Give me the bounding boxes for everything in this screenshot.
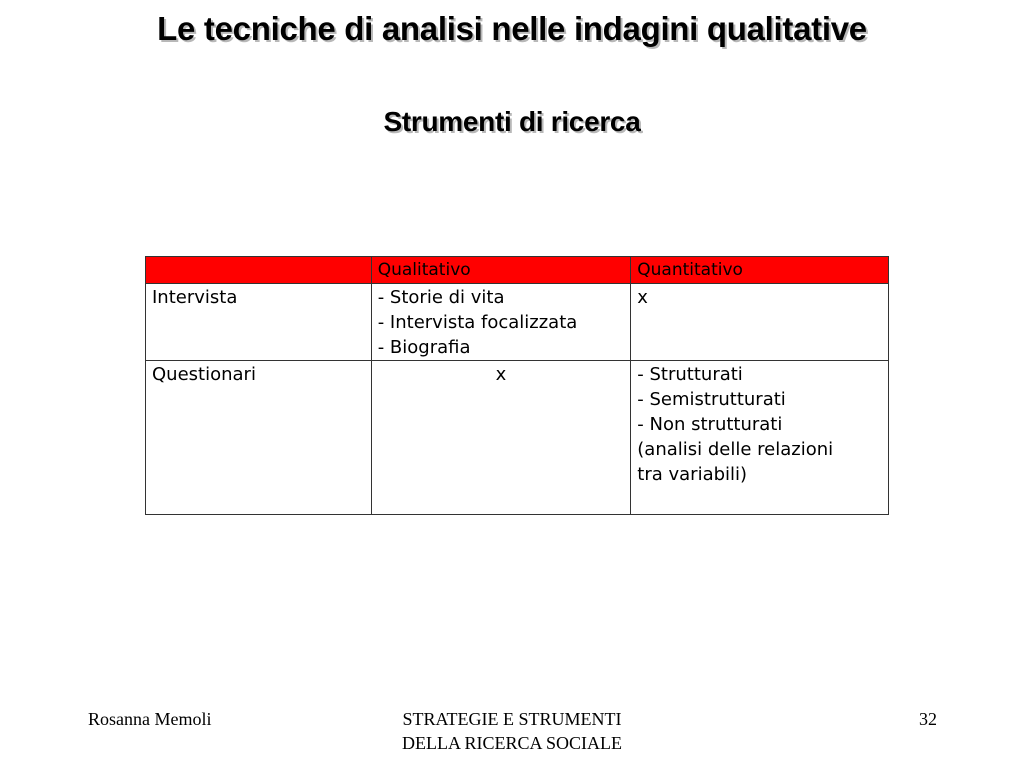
page-number: 32 — [919, 709, 937, 729]
slide-subtitle: Strumenti di ricerca — [383, 106, 641, 137]
header-quantitativo: Quantitativo — [631, 257, 889, 284]
research-tools-table — [145, 256, 889, 515]
list-item: (analisi delle relazioni — [637, 439, 834, 460]
table-row-questionari — [146, 361, 889, 515]
table-header-row — [146, 257, 889, 284]
footer-course-title — [362, 707, 662, 755]
list-item: - Storie di vita — [377, 287, 505, 308]
list-item: - Non strutturati — [637, 414, 783, 435]
row-label-intervista: Intervista — [146, 284, 372, 361]
cell-intervista-qualitativo — [371, 284, 631, 361]
list-item: - Strutturati — [637, 364, 743, 385]
list-item: tra variabili) — [637, 464, 748, 485]
cell-intervista-quantitativo — [631, 284, 889, 361]
footer-course-line: STRATEGIE E STRUMENTI — [402, 709, 622, 729]
footer-author: Rosanna Memoli — [88, 709, 212, 729]
header-empty-cell — [146, 257, 372, 284]
table-row-intervista — [146, 284, 889, 361]
footer-course-line: DELLA RICERCA SOCIALE — [401, 733, 622, 753]
cell-questionari-qualitativo — [371, 361, 631, 515]
list-item: - Biografia — [377, 337, 471, 358]
row-label-questionari: Questionari — [146, 361, 372, 515]
header-qualitativo: Qualitativo — [371, 257, 631, 284]
list-item: - Intervista focalizzata — [377, 312, 578, 333]
cell-mark: x — [495, 364, 507, 385]
list-item: - Semistrutturati — [637, 389, 786, 410]
cell-questionari-quantitativo — [631, 361, 889, 515]
slide-title: Le tecniche di analisi nelle indagini qualitative — [157, 10, 867, 47]
cell-mark: x — [637, 287, 648, 308]
